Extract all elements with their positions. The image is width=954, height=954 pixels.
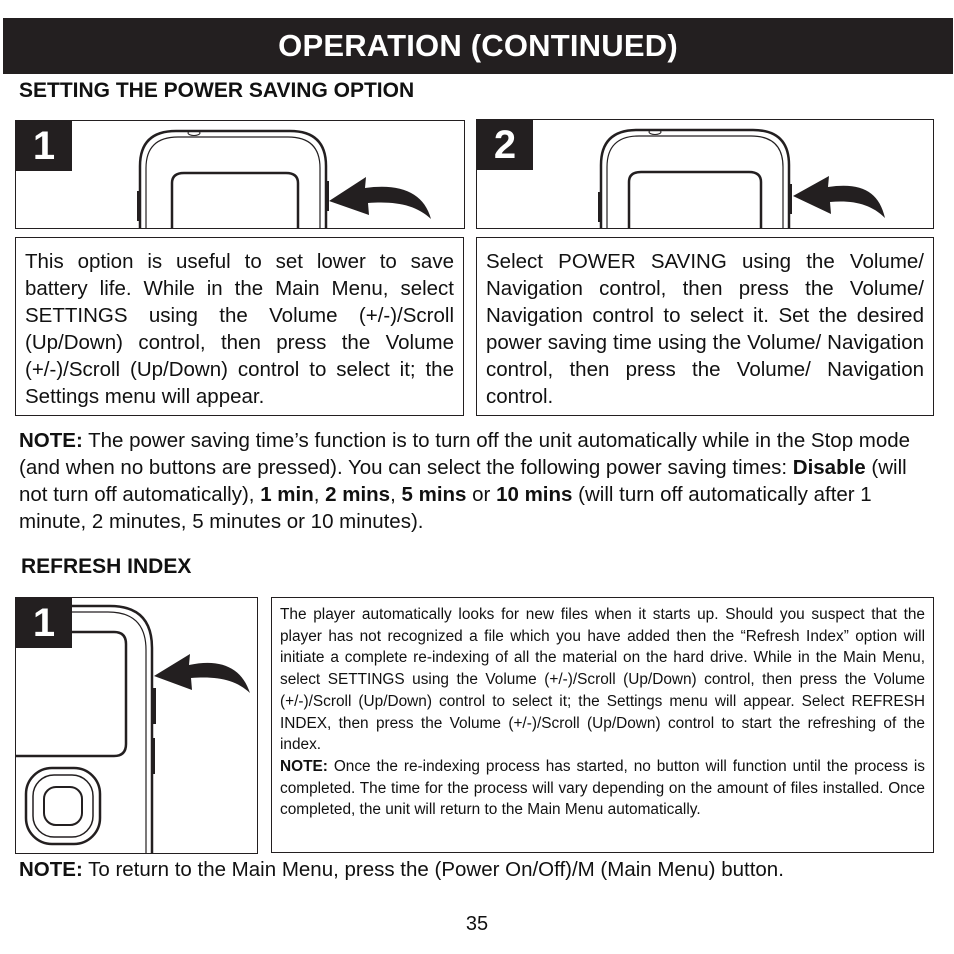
device-illustration: [16, 121, 464, 228]
note-label: NOTE:: [19, 858, 83, 881]
curved-arrow-icon: [793, 176, 885, 218]
refresh-index-heading: REFRESH INDEX: [21, 555, 192, 578]
device-illustration: [477, 120, 933, 228]
step-number-badge: 1: [16, 121, 72, 171]
power-saving-step2-text: Select POWER SAVING using the Volume/ Navigation control, then press the Volume/ Navigation control to select it. Set the desired power saving time using the Volume/ Navigation control, then press the Volume/ Navigation control.: [486, 250, 924, 408]
power-saving-step1-text: This option is useful to set lower to save battery life. While in the Main Menu, select SETTINGS using the Volume (+/-)/Scroll (Up/Down) control, then press the Volume (+/-)/Scroll (Up/Down) control to select it; the Settings menu will appear.: [25, 250, 454, 408]
option-5-mins: 5 mins: [401, 483, 467, 506]
option-disable: Disable: [792, 456, 866, 479]
power-saving-note: [19, 427, 929, 535]
note-label: NOTE:: [280, 757, 328, 775]
refresh-index-text: The player automatically looks for new files when it starts up. Should you suspect that the player has not recognized a file which you have added then the “Refresh Index” option will initiate a complete re-indexing of all the material on the hard drive. While in the Main Menu, select SETTINGS using the Volume (+/-)/Scroll (Up/Down) control, then press the Volume (+/-)/Scroll (Up/Down) control to select it; the Settings menu will appear. Select REFRESH INDEX, then press the Volume (+/-)/Scroll (Up/Down) control to start the refreshing of the index.: [280, 606, 925, 754]
option-1-min: 1 min: [260, 483, 314, 506]
power-saving-step2-illustration: [476, 119, 934, 229]
note-text: The power saving time’s function is to turn off the unit automatically while in the Stop mode (and when no buttons are pressed). You can select the following power saving times:: [19, 429, 911, 479]
refresh-index-illustration: [15, 597, 258, 854]
note-label: NOTE:: [19, 429, 83, 452]
curved-arrow-icon: [329, 177, 431, 219]
refresh-index-note-text: Once the re-indexing process has started, no button will function until the process is completed. The time for the process will vary depending on the amount of files installed. Once completed, the unit will return to the Main Menu automatically.: [280, 757, 925, 819]
note-separator: ,: [390, 483, 402, 506]
note-text: (will turn off automatically after 1 minute, 2 minutes, 5 minutes or 10 minutes).: [19, 483, 872, 533]
refresh-index-text-box: [271, 597, 934, 853]
page-title: OPERATION (CONTINUED): [278, 28, 678, 63]
note-text: (will not turn off automatically),: [19, 456, 907, 506]
option-2-mins: 2 mins: [325, 483, 391, 506]
power-saving-step1-text-box: [15, 237, 464, 416]
step-number-badge: 2: [477, 120, 533, 170]
bottom-note: [19, 856, 929, 883]
option-10-mins: 10 mins: [496, 483, 573, 506]
note-separator: ,: [313, 483, 326, 506]
curved-arrow-icon: [154, 654, 250, 693]
refresh-index-note: [280, 756, 925, 821]
page-header: [3, 18, 953, 74]
bottom-note-text: To return to the Main Menu, press the (Power On/Off)/M (Main Menu) button.: [82, 858, 784, 881]
step-number-badge: 1: [16, 598, 72, 648]
power-saving-step2-text-box: [476, 237, 934, 416]
power-saving-step1-illustration: [15, 120, 465, 229]
page-number: 35: [465, 913, 489, 935]
note-separator: or: [466, 483, 497, 506]
power-saving-heading: SETTING THE POWER SAVING OPTION: [19, 79, 415, 102]
